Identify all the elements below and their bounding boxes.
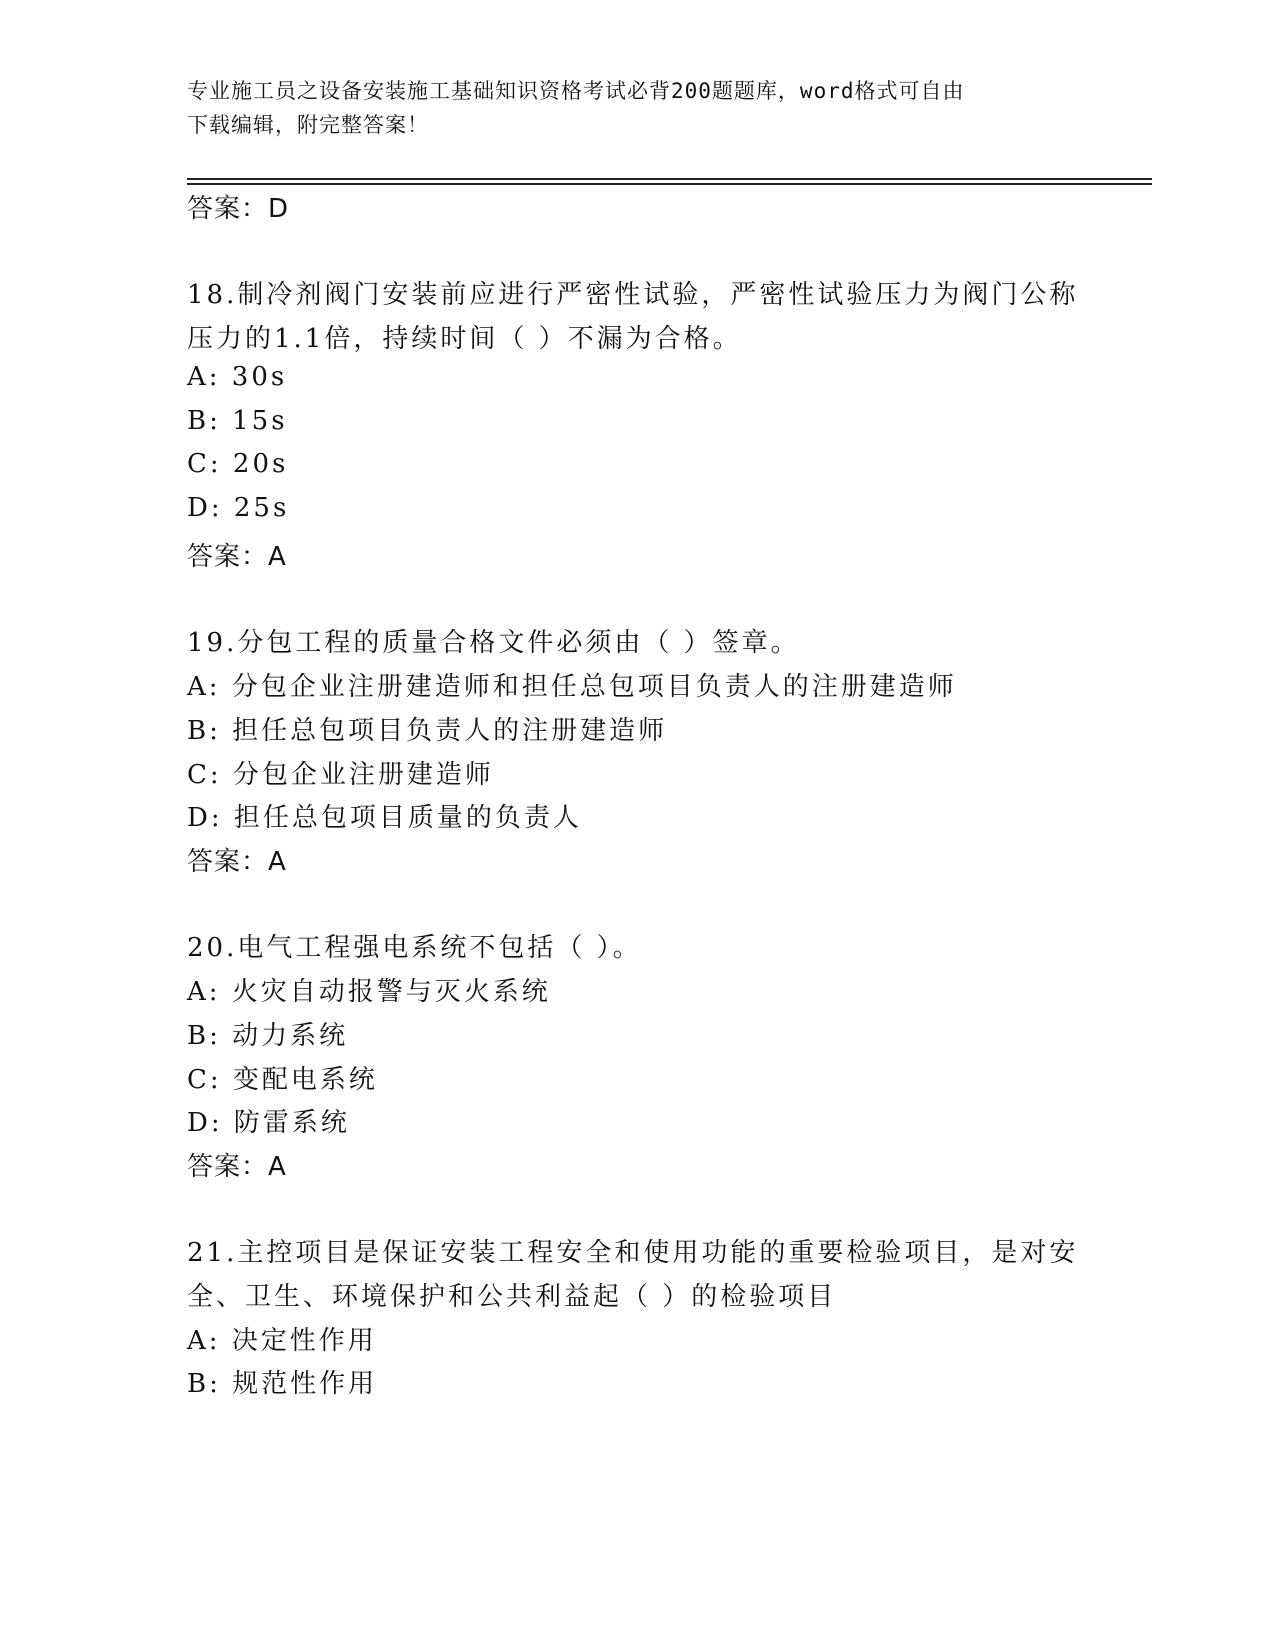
- question-20-answer: 答案：A: [187, 1152, 287, 1182]
- question-19-option-c: C: 分包企业注册建造师: [187, 760, 494, 790]
- question-20-option-d: D: 防雷系统: [187, 1108, 350, 1138]
- question-20-stem-line-1: 20.电气工程强电系统不包括（ ）。: [187, 933, 642, 963]
- document-header: [187, 74, 1067, 142]
- question-19-stem-line-1: 19.分包工程的质量合格文件必须由（ ）签章。: [187, 628, 800, 658]
- question-21-stem-line-2: 全、卫生、环境保护和公共利益起（ ）的检验项目: [187, 1282, 837, 1312]
- question-19-answer: 答案：A: [187, 847, 287, 877]
- header-line-2: 下载编辑，附完整答案！: [187, 113, 429, 137]
- previous-answer: 答案：D: [187, 194, 290, 224]
- question-21-stem-line-1: 21.主控项目是保证安装工程安全和使用功能的重要检验项目，是对安: [187, 1238, 1079, 1268]
- question-18-stem-line-1: 18.制冷剂阀门安装前应进行严密性试验，严密性试验压力为阀门公称: [187, 280, 1079, 310]
- question-19-option-a: A: 分包企业注册建造师和担任总包项目负责人的注册建造师: [187, 672, 957, 702]
- question-18-option-d: D: 25s: [187, 493, 290, 523]
- question-19-option-b: B: 担任总包项目负责人的注册建造师: [187, 716, 668, 746]
- header-rule-top: [187, 178, 1152, 180]
- question-18-option-b: B: 15s: [187, 406, 288, 436]
- question-21-option-b: B: 规范性作用: [187, 1369, 378, 1399]
- question-21-option-a: A: 决定性作用: [187, 1326, 377, 1356]
- question-20-option-b: B: 动力系统: [187, 1021, 349, 1051]
- question-19-option-d: D: 担任总包项目质量的负责人: [187, 803, 582, 833]
- header-line-1: 专业施工员之设备安装施工基础知识资格考试必背200题题库，word格式可自由: [187, 79, 965, 103]
- question-18-stem-line-2: 压力的1.1倍，持续时间（ ）不漏为合格。: [187, 324, 742, 354]
- question-20-option-a: A: 火灾自动报警与灭火系统: [187, 977, 551, 1007]
- question-18-answer: 答案：A: [187, 542, 287, 572]
- header-rule-bottom: [187, 183, 1152, 185]
- question-18-option-a: A: 30s: [187, 362, 288, 392]
- question-20-option-c: C: 变配电系统: [187, 1065, 378, 1095]
- question-18-option-c: C: 20s: [187, 449, 289, 479]
